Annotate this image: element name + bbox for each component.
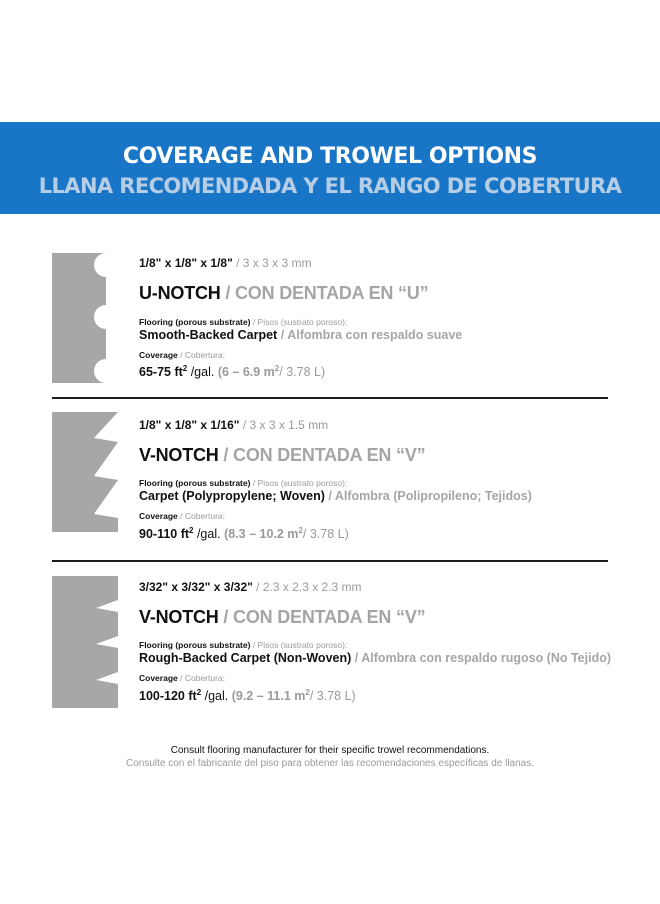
- coverage-label: Coverage / Cobertura:: [139, 511, 226, 521]
- section-divider: [52, 560, 608, 562]
- v-notch-small-trowel-icon: [52, 576, 118, 708]
- notch-type: U-NOTCH / CON DENTADA EN “U”: [139, 283, 429, 303]
- coverage-label: Coverage / Cobertura:: [139, 350, 226, 360]
- flooring-type: Smooth-Backed Carpet / Alfombra con respaldo suave: [139, 328, 463, 342]
- flooring-label: Flooring (porous substrate) / Pisos (sustrato poroso):: [139, 640, 348, 650]
- flooring-type: Carpet (Polypropylene; Woven) / Alfombra (Polipropileno; Tejidos): [139, 489, 532, 503]
- coverage-value: 100-120 $ft^2$ /gal. (9.2 – 11.1 $m^2/$ 3.78 L): [139, 688, 356, 704]
- trowel-size: 1/8" x 1/8" x 1/16" / 3 x 3 x 1.5 mm: [139, 418, 329, 432]
- v-notch-trowel-icon: [52, 412, 118, 532]
- flooring-label: Flooring (porous substrate) / Pisos (sustrato poroso):: [139, 317, 348, 327]
- notch-type: V-NOTCH / CON DENTADA EN “V”: [139, 445, 426, 465]
- coverage-label: Coverage / Cobertura:: [139, 673, 226, 683]
- trowel-size: 1/8" x 1/8" x 1/8" / 3 x 3 x 3 mm: [139, 256, 312, 270]
- notch-type: V-NOTCH / CON DENTADA EN “V”: [139, 607, 426, 627]
- footer-note-english: Consult flooring manufacturer for their specific trowel recommendations.: [170, 745, 490, 756]
- title-english: COVERAGE AND TROWEL OPTIONS: [122, 144, 538, 169]
- section-divider: [52, 397, 608, 399]
- header-banner: [0, 122, 660, 214]
- trowel-size: 3/32" x 3/32" x 3/32" / 2.3 x 2.3 x 2.3 mm: [139, 580, 362, 594]
- title-spanish: LLANA RECOMENDADA Y EL RANGO DE COBERTURA: [38, 174, 622, 198]
- coverage-value: 65-75 $ft^2$ /gal. (6 – 6.9 $m^2/$ 3.78 L): [139, 364, 326, 380]
- flooring-label: Flooring (porous substrate) / Pisos (sustrato poroso):: [139, 478, 348, 488]
- coverage-value: 90-110 $ft^2$ /gal. (8.3 – 10.2 $m^2/$ 3.78 L): [139, 526, 349, 542]
- u-notch-trowel-icon: [52, 253, 118, 383]
- footer-note-spanish: Consulte con el fabricante del piso para obtener las recomendaciones específicas de llanas.: [125, 758, 535, 769]
- flooring-type: Rough-Backed Carpet (Non-Woven) / Alfombra con respaldo rugoso (No Tejido): [139, 651, 612, 665]
